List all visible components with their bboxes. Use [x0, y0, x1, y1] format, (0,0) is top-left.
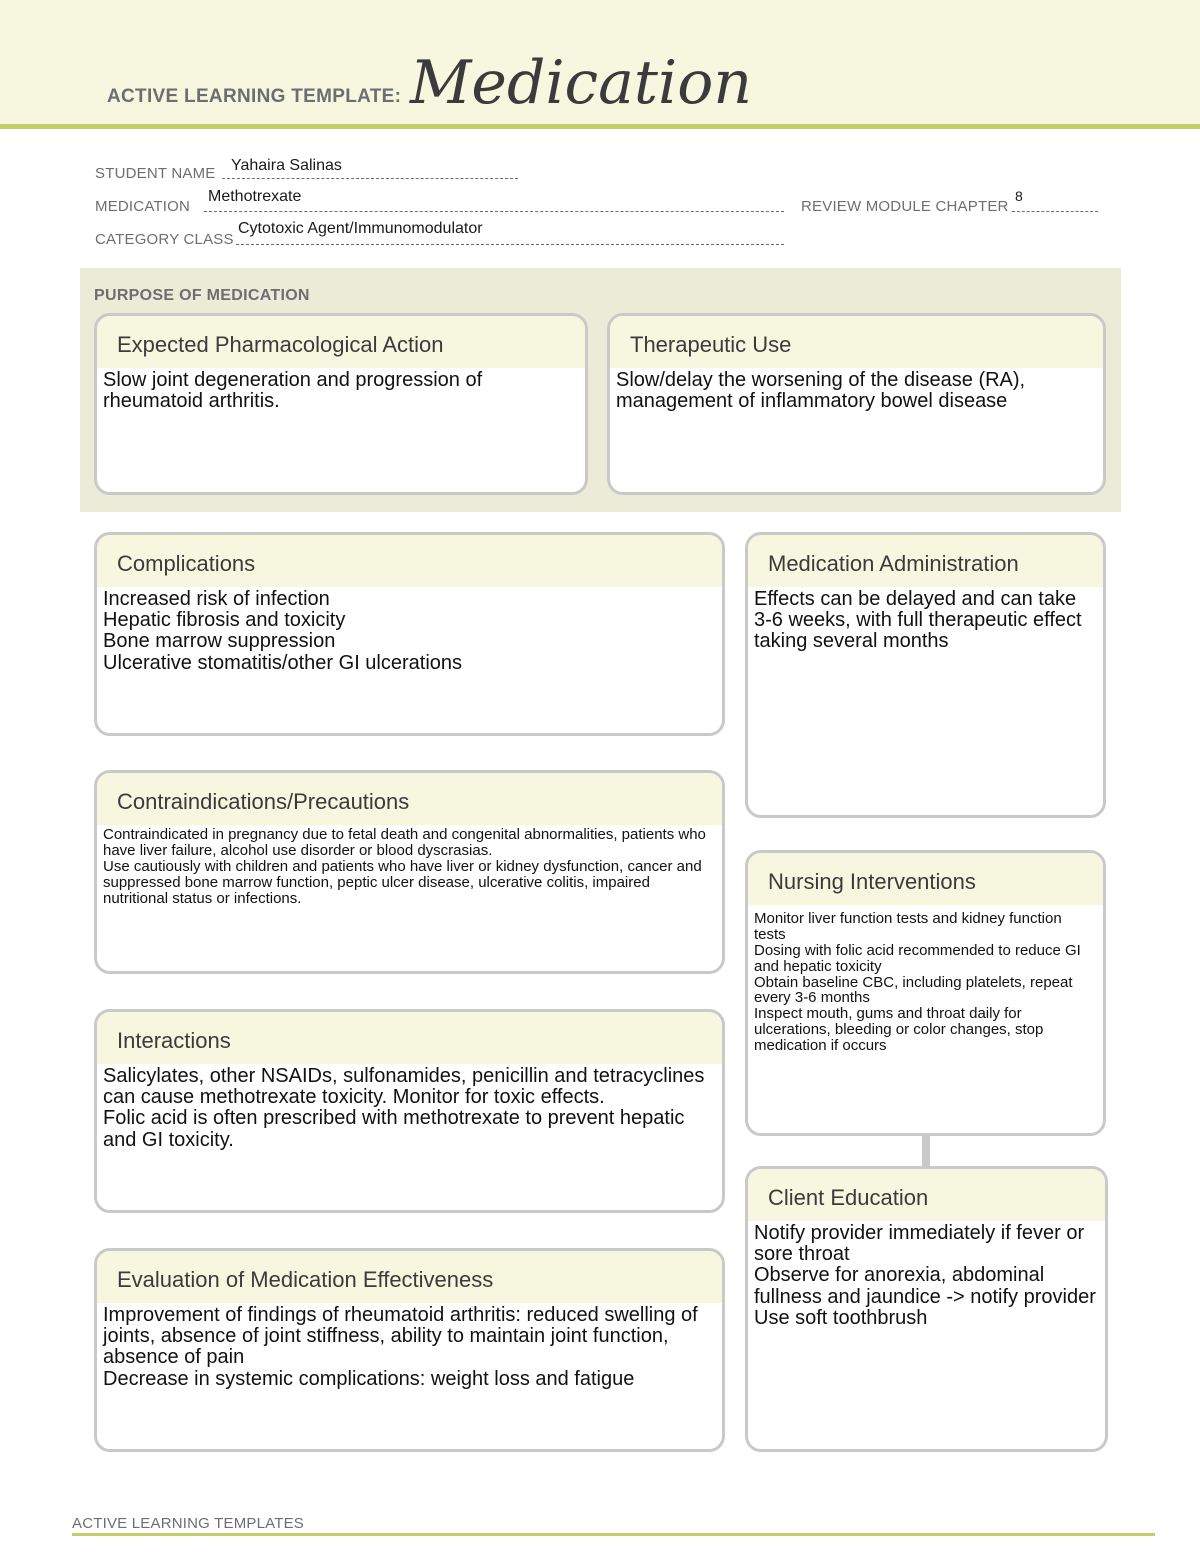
student-name-field[interactable]: Yahaira Salinas	[231, 157, 342, 174]
client-education-box	[745, 1166, 1108, 1452]
administration-box	[745, 532, 1106, 818]
purpose-label: PURPOSE OF MEDICATION	[94, 287, 310, 304]
template-header	[0, 0, 1200, 129]
medication-line	[204, 211, 784, 212]
contraindications-title: Contraindications/Precautions	[97, 773, 722, 825]
client-education-text[interactable]: Notify provider immediately if fever or sore throat Observe for anorexia, abdominal fullness and jaundice -> notify provider Use soft toothbrush	[754, 1222, 1096, 1329]
student-name-label: STUDENT NAME	[95, 165, 216, 182]
administration-text[interactable]: Effects can be delayed and can take 3-6 weeks, with full therapeutic effect taking several months	[754, 588, 1082, 653]
client-education-title: Client Education	[748, 1169, 1105, 1221]
category-class-line	[236, 244, 784, 245]
interactions-title: Interactions	[97, 1012, 722, 1064]
complications-text[interactable]: Increased risk of infection Hepatic fibrosis and toxicity Bone marrow suppression Ulcerative stomatitis/other GI ulcerations	[103, 588, 463, 674]
complications-box	[94, 532, 725, 736]
review-module-line	[1012, 211, 1098, 212]
nursing-interventions-title: Nursing Interventions	[748, 853, 1103, 905]
review-module-label: REVIEW MODULE CHAPTER	[801, 198, 1009, 215]
category-class-label: CATEGORY CLASS	[95, 231, 234, 248]
category-class-field[interactable]: Cytotoxic Agent/Immunomodulator	[238, 220, 483, 237]
interactions-text[interactable]: Salicylates, other NSAIDs, sulfonamides, penicillin and tetracyclines can cause methotrexate toxicity. Monitor for toxic effects. Folic acid is often prescribed with methotrexate to prevent hepatic and GI toxicity.	[103, 1065, 705, 1151]
evaluation-box	[94, 1248, 725, 1452]
evaluation-title: Evaluation of Medication Effectiveness	[97, 1251, 722, 1303]
student-name-line	[222, 178, 518, 179]
contraindications-text[interactable]: Contraindicated in pregnancy due to fetal death and congenital abnormalities, patients who have liver failure, alcohol use disorder or blood dyscrasias. Use cautiously with children and patients who have liver or kidney dysfunction, cancer and suppressed bone marrow function, peptic ulcer disease, ulcerative colitis, impaired nutritional status or infections.	[103, 826, 706, 907]
therapeutic-use-box	[607, 313, 1106, 495]
footer-label: ACTIVE LEARNING TEMPLATES	[72, 1515, 304, 1532]
therapeutic-use-title: Therapeutic Use	[610, 316, 1103, 368]
therapeutic-use-text[interactable]: Slow/delay the worsening of the disease (RA), management of inflammatory bowel disease	[616, 369, 1026, 413]
template-label: ACTIVE LEARNING TEMPLATE:	[107, 86, 402, 107]
contraindications-box	[94, 770, 725, 974]
administration-title: Medication Administration	[748, 535, 1103, 587]
medication-label: MEDICATION	[95, 198, 191, 215]
nursing-interventions-text[interactable]: Monitor liver function tests and kidney function tests Dosing with folic acid recommended to reduce GI and hepatic toxicity Obtain baseline CBC, including platelets, repeat every 3-6 months Inspect mouth, gums and throat daily for ulcerations, bleeding or color changes, stop medication if occurs	[754, 910, 1081, 1055]
medication-field[interactable]: Methotrexate	[208, 188, 302, 205]
expected-action-box	[94, 313, 588, 495]
expected-action-text[interactable]: Slow joint degeneration and progression of rheumatoid arthritis.	[103, 369, 483, 413]
review-module-field[interactable]: 8	[1015, 188, 1023, 204]
evaluation-text[interactable]: Improvement of findings of rheumatoid arthritis: reduced swelling of joints, absence of joint stiffness, ability to maintain joint function, absence of pain Decrease in systemic complications: weight loss and fatigue	[103, 1304, 698, 1390]
template-title: Medication	[410, 48, 752, 118]
footer-rule	[72, 1533, 1155, 1536]
expected-action-title: Expected Pharmacological Action	[97, 316, 585, 368]
interactions-box	[94, 1009, 725, 1213]
nursing-interventions-box	[745, 850, 1106, 1136]
nursing-education-connector	[922, 1134, 930, 1166]
complications-title: Complications	[97, 535, 722, 587]
